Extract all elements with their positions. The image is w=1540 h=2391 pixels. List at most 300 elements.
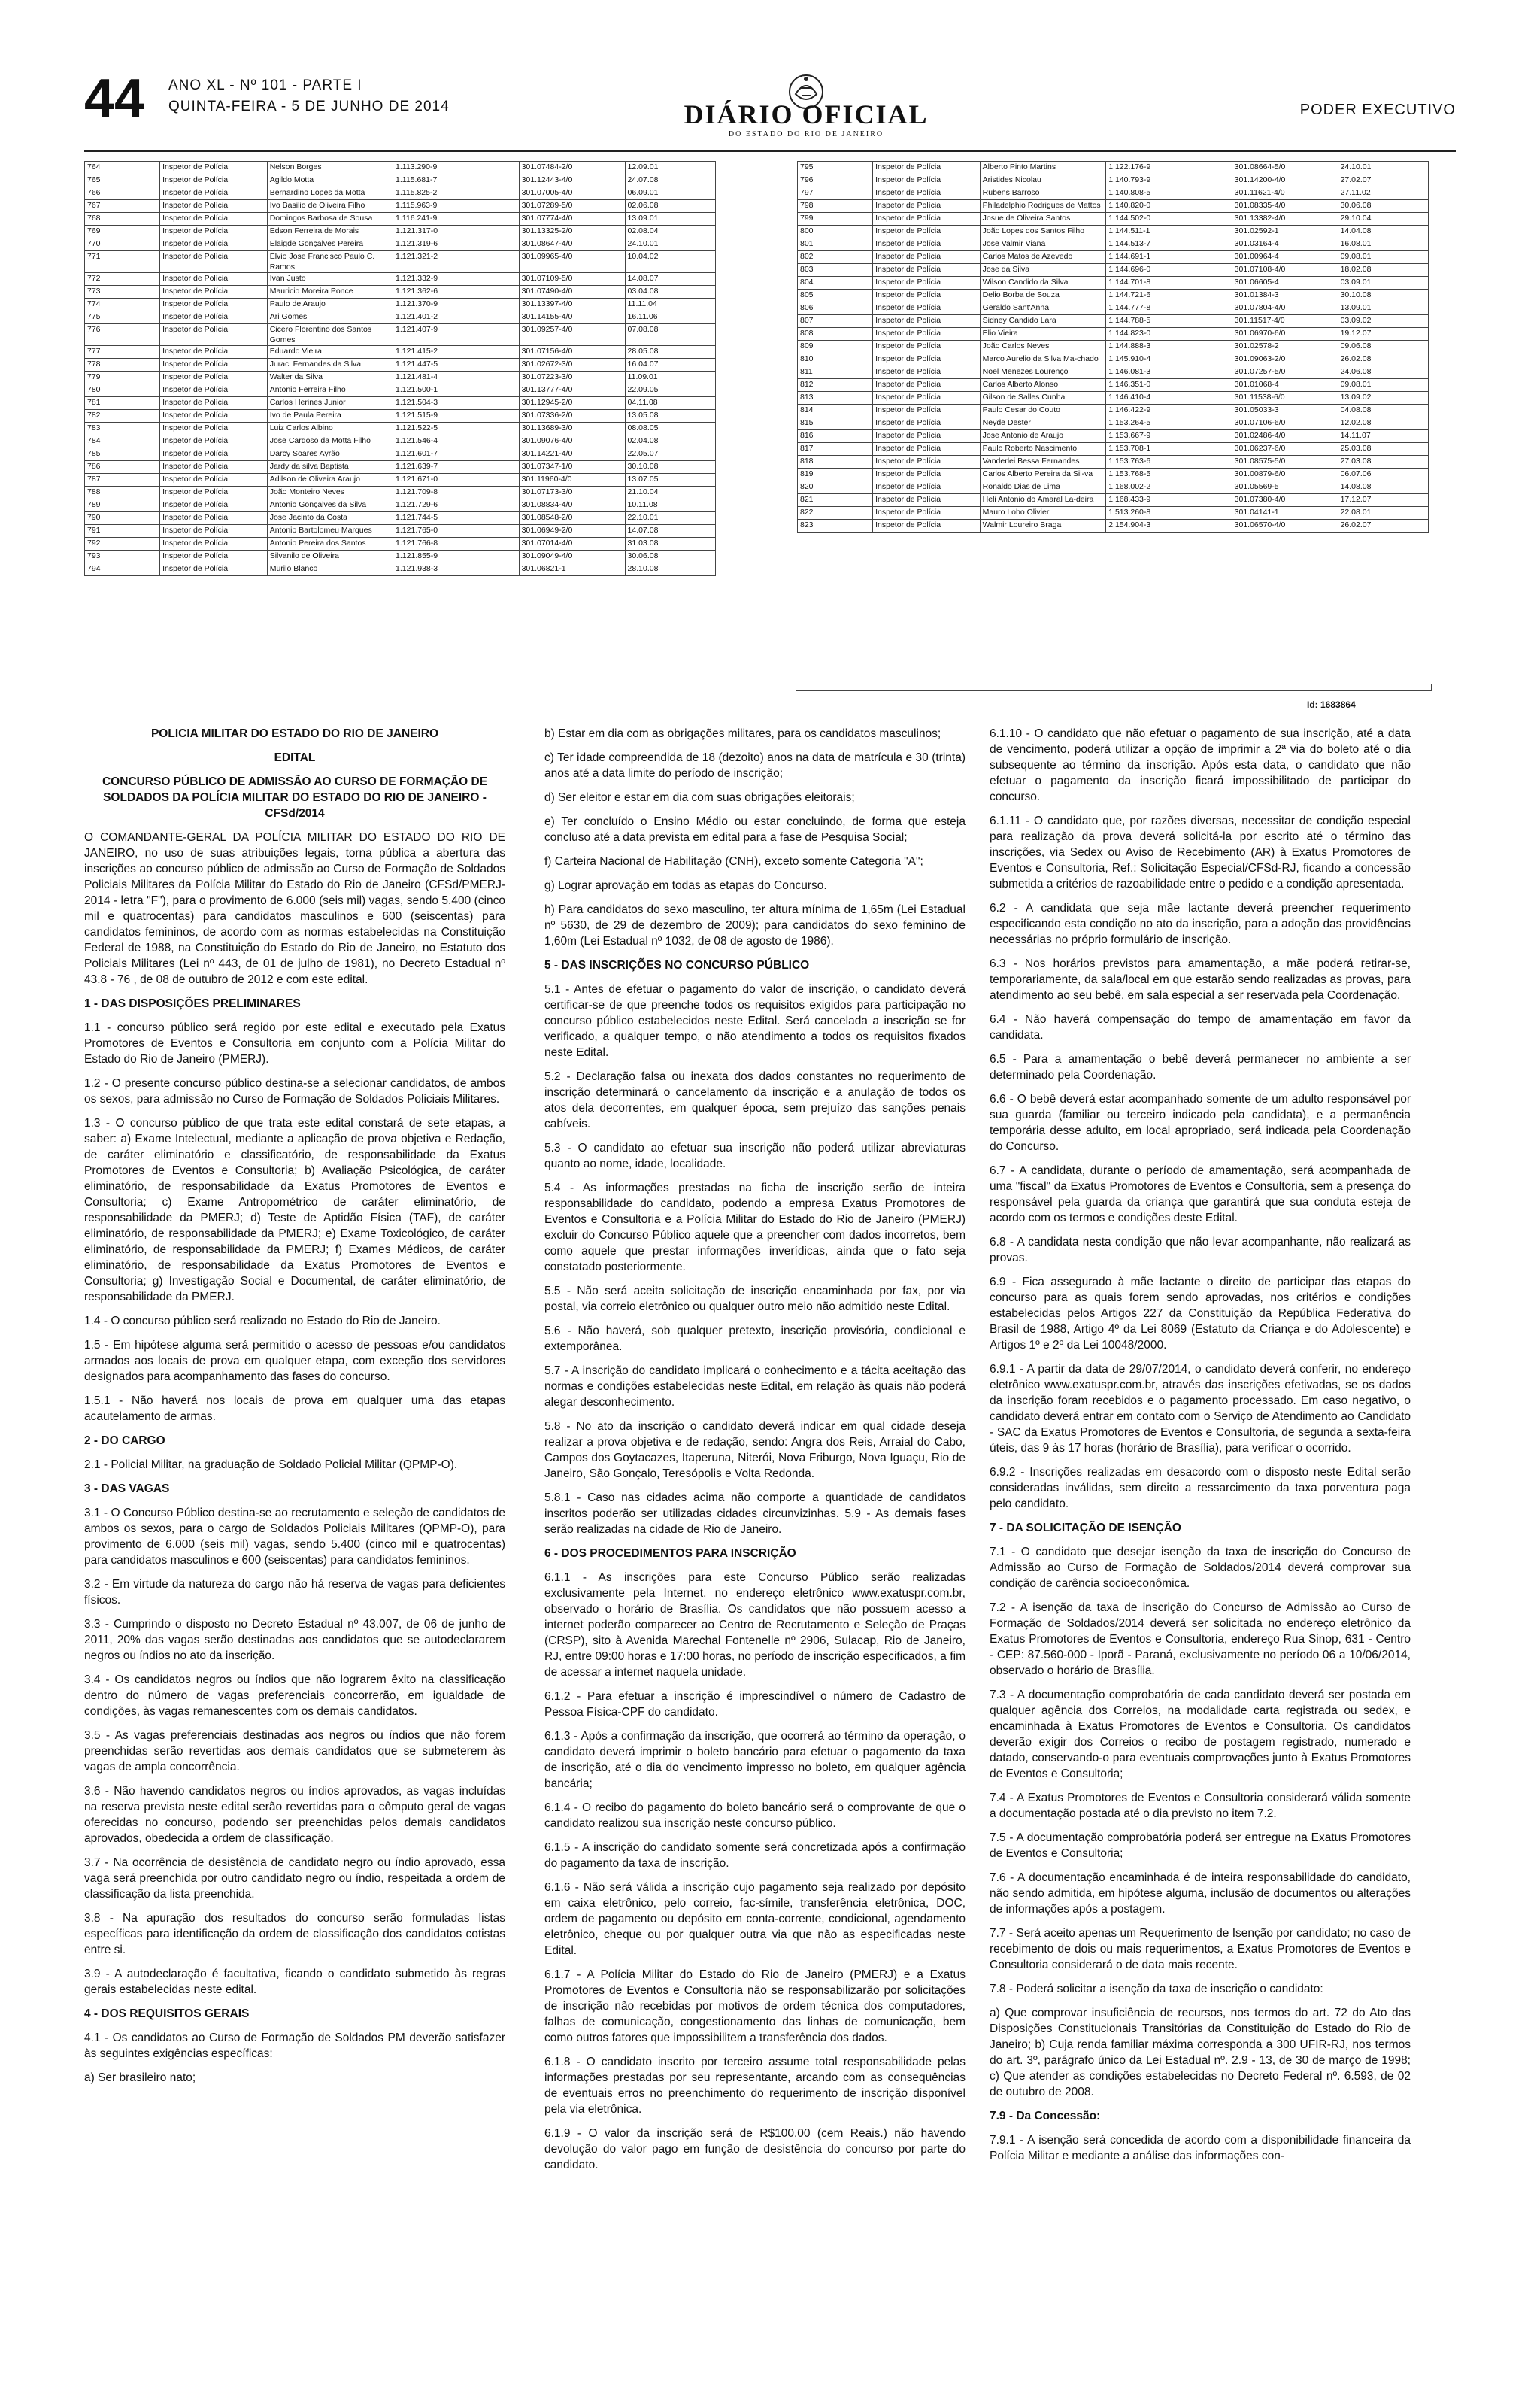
masthead [641,71,972,138]
job-title: Inspetor de Polícia [873,520,981,533]
job-title: Inspetor de Polícia [160,525,268,538]
row-number: 807 [798,315,873,328]
paragraph: 6.1.3 - Após a confirmação da inscrição, que ocorrerá ao término da operação, o candidato deverá imprimir o boleto bancário para efetuar o pagamento da taxa de inscrição, até o dia do vencimento impresso no boleto, em qualquer agência bancária; [544,1730,966,1790]
table-row [85,251,716,273]
registration-number: 301.13689-3/0 [519,423,625,435]
registration-number: 301.07774-4/0 [519,213,625,226]
employee-name: Nelson Borges [267,162,393,174]
date: 07.08.08 [625,324,715,346]
date: 22.10.01 [625,512,715,525]
row-number: 794 [85,563,160,576]
id-number: 1.121.546-4 [393,435,520,448]
date: 17.12.07 [1338,494,1428,507]
paragraph: 7.4 - A Exatus Promotores de Eventos e Consultoria considerará válida somente a documentação postada até o dia previsto no item 7.2. [990,1792,1411,1820]
job-title: Inspetor de Polícia [160,538,268,551]
date: 18.02.08 [1338,264,1428,277]
row-number: 775 [85,311,160,324]
row-number: 814 [798,405,873,417]
employee-name: Geraldo Sant'Anna [980,302,1106,315]
registration-number: 301.08575-5/0 [1232,456,1338,469]
masthead-subtitle: DO ESTADO DO RIO DE JANEIRO [728,130,884,138]
row-number: 808 [798,328,873,341]
row-number: 820 [798,481,873,494]
date: 30.10.08 [1338,290,1428,302]
employee-name: Carlos Alberto Alonso [980,379,1106,392]
row-number: 771 [85,251,160,273]
table-row [798,405,1429,417]
row-number: 791 [85,525,160,538]
employee-name: Marco Aurelio da Silva Ma-chado [980,353,1106,366]
id-number: 1.121.415-2 [393,346,520,359]
date: 04.08.08 [1338,405,1428,417]
employee-name: Antonio Ferreira Filho [267,384,393,397]
registration-number: 301.11517-4/0 [1232,315,1338,328]
id-number: 1.513.260-8 [1106,507,1232,520]
date: 13.09.01 [1338,302,1428,315]
job-title: Inspetor de Polícia [160,346,268,359]
registration-number: 301.14155-4/0 [519,311,625,324]
table-row [85,423,716,435]
paragraph: 5.2 - Declaração falsa ou inexata dos dados constantes no requerimento de inscrição determinará o cancelamento da inscrição e a anulação de todos os atos dela decorrentes, em qualquer época, sem prejuízo das sanções penais cabíveis. [544,1070,966,1130]
header-rule [84,150,1456,152]
paragraph: 7.6 - A documentação encaminhada é de inteira responsabilidade do candidato, não sendo admitida, em hipótese alguma, inclusão de documentos ou alterações de informações após a postagem. [990,1871,1411,1916]
registration-number: 301.08647-4/0 [519,238,625,251]
registration-number: 301.13325-2/0 [519,226,625,238]
paragraph: 3.2 - Em virtude da natureza do cargo não há reserva de vagas para deficientes físicos. [84,1578,505,1607]
page-number: 44 [84,68,145,129]
paragraph: e) Ter concluído o Ensino Médio ou estar concluindo, de forma que esteja concluso até a data prevista em edital para a fase de Pesquisa Social; [544,815,966,844]
paragraph: 6.1.9 - O valor da inscrição será de R$100,00 (cem Reais.) não havendo devolução do valor pago em função de desistência do concurso por parte do candidato. [544,2127,966,2171]
table-row [85,384,716,397]
employee-name: Josue de Oliveira Santos [980,213,1106,226]
date: 09.08.01 [1338,251,1428,264]
date: 30.06.08 [625,551,715,563]
employee-name: Heli Antonio do Amaral La-deira [980,494,1106,507]
paragraph: a) Ser brasileiro nato; [84,2071,196,2084]
registration-number: 301.07173-3/0 [519,487,625,499]
registration-number: 301.08548-2/0 [519,512,625,525]
date: 02.08.04 [625,226,715,238]
row-number: 770 [85,238,160,251]
table-row [798,469,1429,481]
id-number: 1.121.601-7 [393,448,520,461]
date: 11.11.04 [625,299,715,311]
registration-number: 301.07156-4/0 [519,346,625,359]
id-number: 1.146.081-3 [1106,366,1232,379]
table-row [85,512,716,525]
job-title: Inspetor de Polícia [873,264,981,277]
id-number: 1.121.362-6 [393,286,520,299]
date: 16.04.07 [625,359,715,372]
table-row [798,443,1429,456]
job-title: Inspetor de Polícia [873,162,981,174]
id-number: 1.144.823-0 [1106,328,1232,341]
employee-name: Eduardo Vieira [267,346,393,359]
employee-name: Neyde Dester [980,417,1106,430]
row-number: 822 [798,507,873,520]
registration-number: 301.07257-5/0 [1232,366,1338,379]
registration-number: 301.00879-6/0 [1232,469,1338,481]
paragraph: 5.1 - Antes de efetuar o pagamento do valor de inscrição, o candidato deverá certificar-se de que preenche todos os requisitos exigidos para participação no concurso público estabelecidos neste Edital. Será cancelada a inscrição se for verificado, a qualquer tempo, o não atendimento a todos os requisitos fixados neste Edital. [544,983,966,1059]
table-row [798,494,1429,507]
table-row [798,481,1429,494]
row-number: 792 [85,538,160,551]
paragraph: 6.1.11 - O candidato que, por razões diversas, necessitar de condição especial para realização da prova deverá solicitá-la por escrito até o término das inscrições, via Sedex ou Aviso de Recebimento (AR) à Exatus Promotores de Eventos e Consultoria, Ref.: Solicitação Especial/CFSd-RJ, ficando a concessão submetida a critérios de razoabilidade entre o pedido e a condição apresentada. [990,815,1411,891]
employee-name: Adilson de Oliveira Araujo [267,474,393,487]
paragraph: 6.1.6 - Não será válida a inscrição cujo pagamento seja realizado por depósito em caixa eletrônico, pelo correio, fac-símile, transferência eletrônica, DOC, ordem de pagamento ou depósito em conta-corrente, condicional, agendamento eletrônico, cheque ou por qualquer outra via que não as especificadas neste Edital. [544,1881,966,1957]
paragraph: 1.5.1 - Não haverá nos locais de prova em qualquer uma das etapas acautelamento de armas. [84,1394,505,1423]
row-number: 779 [85,372,160,384]
date: 14.04.08 [1338,226,1428,238]
employee-name: Ari Gomes [267,311,393,324]
registration-number: 301.08834-4/0 [519,499,625,512]
date: 03.04.08 [625,286,715,299]
registration-number: 301.04141-1 [1232,507,1338,520]
employee-name: Bernardino Lopes da Motta [267,187,393,200]
paragraph: 5.7 - A inscrição do candidato implicará o conhecimento e a tácita aceitação das normas e condições estabelecidas neste Edital, em relação às quais não poderá alegar desconhecimento. [544,1364,966,1409]
employee-name: João Carlos Neves [980,341,1106,353]
paragraph: 3.8 - Na apuração dos resultados do concurso serão formuladas listas específicas para identificação da ordem de classificação dos candidatos cotistas entre si. [84,1912,505,1956]
employee-name: Delio Borba de Souza [980,290,1106,302]
staff-table-right [797,161,1429,533]
row-number: 788 [85,487,160,499]
table-row [85,324,716,346]
paragraph: 3.3 - Cumprindo o disposto no Decreto Estadual nº 43.007, de 06 de junho de 2011, 20% das vagas serão destinadas aos candidatos que se autodeclararem negros ou índios no ato da inscrição. [84,1618,505,1662]
table-row [798,417,1429,430]
id-number: 1.121.515-9 [393,410,520,423]
registration-number: 301.02486-4/0 [1232,430,1338,443]
id-number: 1.153.763-6 [1106,456,1232,469]
row-number: 784 [85,435,160,448]
row-number: 810 [798,353,873,366]
paragraph: 7.7 - Será aceito apenas um Requerimento de Isenção por candidato; no caso de recebimento de dois ou mais requerimentos, a Exatus Promotores de Eventos e Consultoria considerará o de data mais recente. [990,1927,1411,1971]
id-number: 1.144.691-1 [1106,251,1232,264]
date: 21.10.04 [625,487,715,499]
paragraph: 6.1.5 - A inscrição do candidato somente será concretizada após a confirmação do pagamento da taxa de inscrição. [544,1841,966,1870]
registration-number: 301.09257-4/0 [519,324,625,346]
table-row [85,187,716,200]
job-title: Inspetor de Polícia [873,341,981,353]
text-column-2 [544,726,966,2181]
table-row [798,290,1429,302]
row-number: 819 [798,469,873,481]
registration-number: 301.05033-3 [1232,405,1338,417]
id-number: 1.153.768-5 [1106,469,1232,481]
paragraph: 6.6 - O bebê deverá estar acompanhado somente de um adulto responsável por sua guarda (familiar ou terceiro indicado pela candidata), e a permanência temporária desse adulto, em local apropriado, será indicada pela Coordenação do Concurso. [990,1093,1411,1153]
row-number: 796 [798,174,873,187]
job-title: Inspetor de Polícia [873,494,981,507]
job-title: Inspetor de Polícia [873,238,981,251]
job-title: Inspetor de Polícia [873,353,981,366]
employee-name: Carlos Herines Junior [267,397,393,410]
job-title: Inspetor de Polícia [160,435,268,448]
registration-number: 301.06821-1 [519,563,625,576]
job-title: Inspetor de Polícia [873,251,981,264]
id-number: 1.140.793-9 [1106,174,1232,187]
table-row [85,474,716,487]
issue-line: ANO XL - Nº 101 - PARTE I [168,77,362,93]
table-row [798,302,1429,315]
row-number: 815 [798,417,873,430]
table-row [798,264,1429,277]
row-number: 823 [798,520,873,533]
id-number: 1.144.721-6 [1106,290,1232,302]
employee-name: Noel Menezes Lourenço [980,366,1106,379]
paragraph: 3.1 - O Concurso Público destina-se ao recrutamento e seleção de candidatos de ambos os sexos, para o cargo de Soldados Policiais Militares (QPMP-O), para provimento de 6.000 (seis mil) vagas, sendo 5.400 (cinco mil e quatrocentas) para candidatos masculinos e 600 (seiscentas) para candidatos femininos. [84,1507,505,1567]
job-title: Inspetor de Polícia [160,423,268,435]
job-title: Inspetor de Polícia [160,487,268,499]
registration-number: 301.07347-1/0 [519,461,625,474]
section-heading: 2 - DO CARGO [84,1434,165,1447]
job-title: Inspetor de Polícia [873,302,981,315]
row-number: 766 [85,187,160,200]
section-heading: 1 - DAS DISPOSIÇÕES PRELIMINARES [84,997,301,1010]
job-title: Inspetor de Polícia [873,392,981,405]
job-title: Inspetor de Polícia [160,226,268,238]
id-number: 1.146.351-0 [1106,379,1232,392]
job-title: Inspetor de Polícia [873,430,981,443]
registration-number: 301.12945-2/0 [519,397,625,410]
date: 06.07.06 [1338,469,1428,481]
id-number: 1.153.264-5 [1106,417,1232,430]
page-header [84,68,1456,139]
registration-number: 301.07804-4/0 [1232,302,1338,315]
id-number: 1.121.500-1 [393,384,520,397]
table-row [85,299,716,311]
job-title: Inspetor de Polícia [873,366,981,379]
table-row [85,487,716,499]
date: 06.09.01 [625,187,715,200]
paragraph: 3.7 - Na ocorrência de desistência de candidato negro ou índio aprovado, essa vaga será preenchida por outro candidato negro ou índio, respeitada a ordem de classificação da lista preenchida. [84,1856,505,1901]
id-number: 1.140.820-0 [1106,200,1232,213]
employee-name: Jose Cardoso da Motta Filho [267,435,393,448]
table-row [85,346,716,359]
registration-number: 301.07490-4/0 [519,286,625,299]
date: 09.08.01 [1338,379,1428,392]
table-row [85,174,716,187]
job-title: Inspetor de Polícia [160,384,268,397]
job-title: Inspetor de Polícia [160,251,268,273]
date: 13.05.08 [625,410,715,423]
section-label: PODER EXECUTIVO [1299,102,1456,118]
job-title: Inspetor de Polícia [873,200,981,213]
id-number: 1.121.766-8 [393,538,520,551]
registration-number: 301.08664-5/0 [1232,162,1338,174]
job-title: Inspetor de Polícia [160,512,268,525]
row-number: 806 [798,302,873,315]
paragraph: 4.1 - Os candidatos ao Curso de Formação de Soldados PM deverão satisfazer às seguintes exigências específicas: [84,2031,505,2060]
job-title: Inspetor de Polícia [160,299,268,311]
employee-name: Antonio Gonçalves da Silva [267,499,393,512]
paragraph: 1.3 - O concurso público de que trata este edital constará de sete etapas, a saber: a) Exame Intelectual, mediante a aplicação de prova objetiva e Redação, de caráter eliminatório e classificatório, de responsabilidade da Exatus Promotores de Eventos e Consultoria; b) Avaliação Psicológica, de caráter eliminatório, de responsabilidade da Exatus Promotores de Eventos e Consultoria; c) Exame Antropométrico de caráter eliminatório, de responsabilidade da PMERJ; d) Teste de Aptidão Física (TAF), de caráter eliminatório, de responsabilidade da PMERJ; e) Exame Toxicológico, de caráter eliminatório, de responsabilidade da PMERJ; f) Exames Médicos, de caráter eliminatório, de responsabilidade da Exatus Promotores de Eventos e Consultoria; g) Investigação Social e Documental, de caráter eliminatório, de responsabilidade da PMERJ. [84,1117,505,1303]
employee-name: Aristides Nicolau [980,174,1106,187]
date: 13.09.01 [625,213,715,226]
id-number: 1.121.370-9 [393,299,520,311]
table-row [798,226,1429,238]
paragraph: 6.3 - Nos horários previstos para amamentação, a mãe poderá retirar-se, temporariamente, da sala/local em que estarão sendo realizadas as provas, para atendimento ao seu bebê, em sala especial a ser reservada pela Coordenação. [990,957,1411,1002]
masthead-title: DIÁRIO OFICIAL [684,99,929,129]
paragraph: 6.1.7 - A Polícia Militar do Estado do Rio de Janeiro (PMERJ) e a Exatus Promotores de Eventos e Consultoria não se responsabilizarão por solicitações de inscrição não recebidas por motivos de ordem técnica dos computadores, falhas de comunicação, congestionamento das linhas de comunicação, bem como outros fatores que impossibilitem a transferência dos dados. [544,1968,966,2044]
paragraph: 6.1.2 - Para efetuar a inscrição é imprescindível o número de Cadastro de Pessoa Física-CPF do candidato. [544,1690,966,1719]
id-number: 1.121.319-6 [393,238,520,251]
table-row [85,162,716,174]
id-number: 1.144.513-7 [1106,238,1232,251]
job-title: Inspetor de Polícia [160,563,268,576]
row-number: 795 [798,162,873,174]
id-number: 1.121.407-9 [393,324,520,346]
employee-name: Jardy da silva Baptista [267,461,393,474]
registration-number: 301.05569-5 [1232,481,1338,494]
registration-number: 301.13397-4/0 [519,299,625,311]
date: 22.08.01 [1338,507,1428,520]
row-number: 767 [85,200,160,213]
job-title: Inspetor de Polícia [873,174,981,187]
date: 22.09.05 [625,384,715,397]
table-row [798,251,1429,264]
paragraph: 6.8 - A candidata nesta condição que não levar acompanhante, não realizará as provas. [990,1236,1411,1264]
employee-name: Jose Antonio de Araujo [980,430,1106,443]
id-number: 1.145.910-4 [1106,353,1232,366]
row-number: 780 [85,384,160,397]
table-row [85,273,716,286]
id-number: 1.144.502-0 [1106,213,1232,226]
employee-name: Domingos Barbosa de Sousa [267,213,393,226]
id-number: 1.121.317-0 [393,226,520,238]
table-row [85,200,716,213]
paragraph: 7.2 - A isenção da taxa de inscrição do Concurso de Admissão ao Curso de Formação de Soldados/2014 deverá ser solicitada no endereço eletrônico da Exatus Promotores de Eventos e Consultoria, endereço Rua Sinop, 631 - Centro - CEP: 87.560-000 - Iporã - Paraná, exclusivamente no período 06 a 10/06/2014, observado o horário de Brasília. [990,1601,1411,1677]
job-title: Inspetor de Polícia [873,226,981,238]
employee-name: Edson Ferreira de Morais [267,226,393,238]
section-heading: 7.9 - Da Concessão: [990,2110,1101,2122]
id-number: 1.146.410-4 [1106,392,1232,405]
employee-name: Agildo Motta [267,174,393,187]
employee-name: João Monteiro Neves [267,487,393,499]
row-number: 817 [798,443,873,456]
paragraph: 6.7 - A candidata, durante o período de amamentação, será acompanhada de uma "fiscal" da Exatus Promotores de Eventos e Consultoria, sem a presença do responsável pela guarda da criança que garantirá que sua conduta esteja de acordo com os termos e condições deste Edital. [990,1164,1411,1224]
text-column-1 [84,726,505,2094]
id-number: 1.144.888-3 [1106,341,1232,353]
registration-number: 301.07106-6/0 [1232,417,1338,430]
registration-number: 301.02672-3/0 [519,359,625,372]
job-title: Inspetor de Polícia [160,499,268,512]
job-title: Inspetor de Polícia [873,315,981,328]
registration-number: 301.07380-4/0 [1232,494,1338,507]
registration-number: 301.06970-6/0 [1232,328,1338,341]
date: 13.09.02 [1338,392,1428,405]
row-number: 811 [798,366,873,379]
table-row [798,200,1429,213]
registration-number: 301.12443-4/0 [519,174,625,187]
id-number: 1.144.788-5 [1106,315,1232,328]
registration-number: 301.11960-4/0 [519,474,625,487]
table-row [85,538,716,551]
date: 04.11.08 [625,397,715,410]
registration-number: 301.01384-3 [1232,290,1338,302]
employee-name: Paulo Cesar do Couto [980,405,1106,417]
section-heading: 7 - DA SOLICITAÇÃO DE ISENÇÃO [990,1522,1181,1534]
employee-name: Carlos Alberto Pereira da Sil-va [980,469,1106,481]
job-title: Inspetor de Polícia [160,174,268,187]
date: 11.09.01 [625,372,715,384]
table-row [798,315,1429,328]
date: 24.10.01 [1338,162,1428,174]
row-number: 778 [85,359,160,372]
registration-number: 301.14221-4/0 [519,448,625,461]
employee-name: Jose Valmir Viana [980,238,1106,251]
employee-name: Luiz Carlos Albino [267,423,393,435]
date: 24.10.01 [625,238,715,251]
id-number: 1.144.511-1 [1106,226,1232,238]
registration-number: 301.06237-6/0 [1232,443,1338,456]
row-number: 787 [85,474,160,487]
id-number: 1.121.744-5 [393,512,520,525]
id-number: 1.121.332-9 [393,273,520,286]
id-number: 1.121.639-7 [393,461,520,474]
id-number: 1.121.938-3 [393,563,520,576]
row-number: 821 [798,494,873,507]
row-number: 765 [85,174,160,187]
id-number: 1.121.765-0 [393,525,520,538]
paragraph: c) Ter idade compreendida de 18 (dezoito) anos na data de matrícula e 30 (trinta) anos até a data limite do período de inscrição; [544,751,966,780]
job-title: Inspetor de Polícia [873,481,981,494]
row-number: 803 [798,264,873,277]
job-title: Inspetor de Polícia [160,551,268,563]
paragraph: 5.3 - O candidato ao efetuar sua inscrição não poderá utilizar abreviaturas quanto ao nome, idade, localidade. [544,1142,966,1170]
job-title: Inspetor de Polícia [873,290,981,302]
employee-name: Philadelphio Rodrigues de Mattos [980,200,1106,213]
employee-name: Wilson Candido da Silva [980,277,1106,290]
paragraph: h) Para candidatos do sexo masculino, ter altura mínima de 1,65m (Lei Estadual nº 5630, de 29 de dezembro de 2009); para candidatos do sexo feminino de 1,60m (Lei Estadual nº 1032, de 08 de agosto de 1986). [544,903,966,948]
job-title: Inspetor de Polícia [160,410,268,423]
employee-name: Sidney Candido Lara [980,315,1106,328]
row-number: 790 [85,512,160,525]
row-number: 804 [798,277,873,290]
row-number: 776 [85,324,160,346]
table-row [798,430,1429,443]
table-row [798,341,1429,353]
registration-number: 301.13382-4/0 [1232,213,1338,226]
employee-name: Juraci Fernandes da Silva [267,359,393,372]
table-row [85,499,716,512]
paragraph: 5.4 - As informações prestadas na ficha de inscrição serão de inteira responsabilidade do candidato, podendo a empresa Exatus Promotores de Eventos e Consultoria e a Polícia Militar do Estado do Rio de Janeiro (PMERJ) excluir do Concurso Público aquele que a preencher com dados incorretos, bem como aquele que prestar informações inverídicas, ainda que o fato seja constatado posteriormente. [544,1182,966,1273]
paragraph: a) Que comprovar insuficiência de recursos, nos termos do art. 72 do Ato das Disposições Constitucionais Transitórias da Constituição do Estado do Rio de Janeiro; b) Cuja renda familiar máxima corresponda a 300 UFIR-RJ, nos termos do art. 3º, parágrafo único da Lei Estadual nº. 2.9 - 13, de 30 de março de 1998; c) Que atender as condições estabelecidas no Decreto Federal nº. 6.593, de 02 de outubro de 2008. [990,2007,1411,2098]
row-number: 777 [85,346,160,359]
section-heading: 5 - DAS INSCRIÇÕES NO CONCURSO PÚBLICO [544,959,810,972]
registration-number: 301.00964-4 [1232,251,1338,264]
date: 22.05.07 [625,448,715,461]
job-title: Inspetor de Polícia [160,359,268,372]
table-row [798,277,1429,290]
date: 12.02.08 [1338,417,1428,430]
employee-name: Walter da Silva [267,372,393,384]
paragraph: 2.1 - Policial Militar, na graduação de Soldado Policial Militar (QPMP-O). [84,1458,458,1471]
date: 26.02.07 [1338,520,1428,533]
registration-number: 301.07336-2/0 [519,410,625,423]
table-row [798,456,1429,469]
date: 16.08.01 [1338,238,1428,251]
paragraph: 5.8.1 - Caso nas cidades acima não comporte a quantidade de candidatos inscritos poderão ser utilizadas cidades circunvizinhas. 5.9 - As demais fases serão realizadas na cidade de Rio de Janeiro. [544,1491,966,1536]
table-box-border [796,684,1432,691]
paragraph: 1.4 - O concurso público será realizado no Estado do Rio de Janeiro. [84,1315,441,1327]
table-row [798,379,1429,392]
table-row [798,162,1429,174]
paragraph: 3.9 - A autodeclaração é facultativa, ficando o candidato submetido às regras gerais estabelecidas neste edital. [84,1968,505,1996]
table-row [85,311,716,324]
id-number: 1.121.504-3 [393,397,520,410]
date: 19.12.07 [1338,328,1428,341]
registration-number: 301.13777-4/0 [519,384,625,397]
paragraph: 6.4 - Não haverá compensação do tempo de amamentação em favor da candidata. [990,1013,1411,1042]
